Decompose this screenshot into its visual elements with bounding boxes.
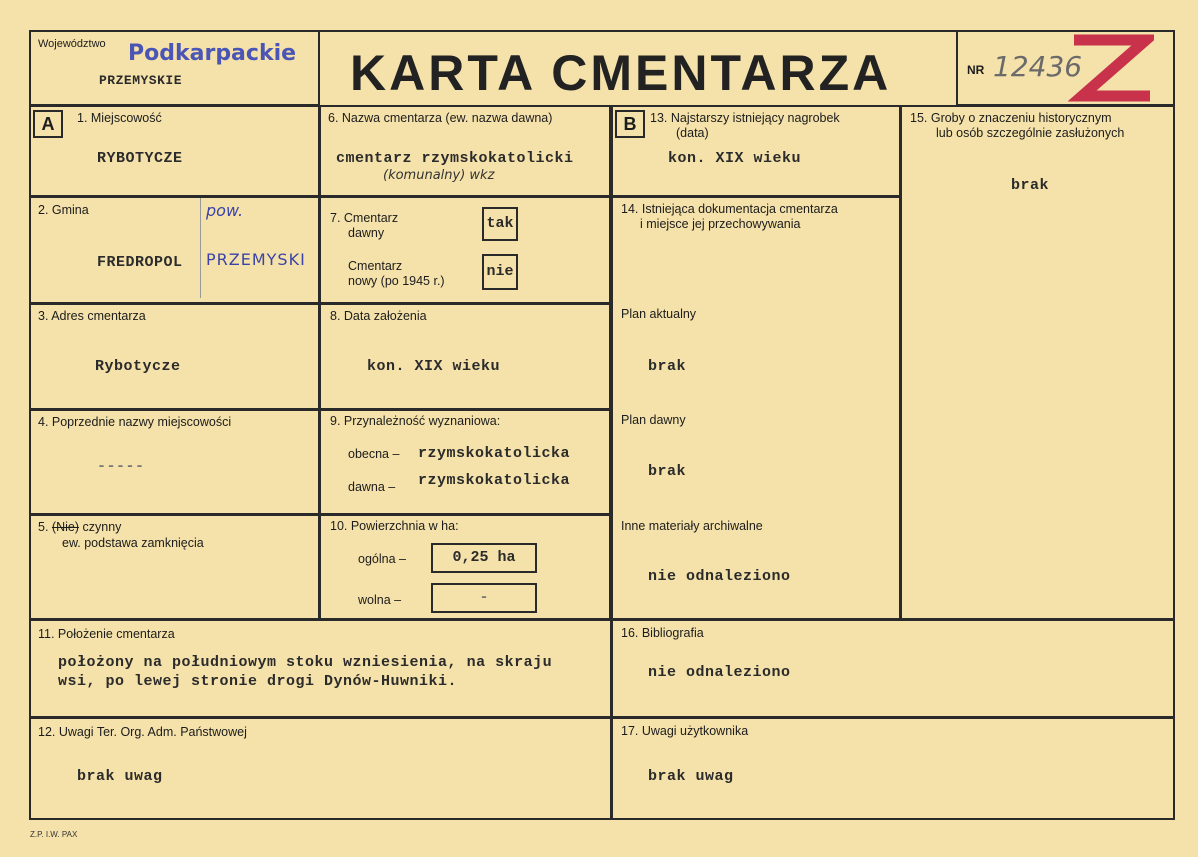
field-6-label: 6. Nazwa cmentarza (ew. nazwa dawna) — [328, 111, 553, 125]
wojewodztwo-label: Województwo — [38, 38, 106, 50]
field-2-value: FREDROPOL — [97, 254, 183, 271]
field-17-value: brak uwag — [648, 768, 734, 785]
field-9-obecna-value: rzymskokatolicka — [418, 445, 571, 462]
field-3-label: 3. Adres cmentarza — [38, 309, 146, 323]
field-13-label-line1: 13. Najstarszy istniejący nagrobek — [650, 111, 840, 125]
field-12-value: brak uwag — [77, 768, 163, 785]
field-13-value: kon. XIX wieku — [668, 150, 802, 167]
field-5-label-line2: ew. podstawa zamknięcia — [62, 536, 204, 550]
field-14-label-line1: 14. Istniejąca dokumentacja cmentarza — [621, 202, 838, 216]
section-a-badge: A — [33, 110, 63, 138]
field-10-ogolna-value: 0,25 ha — [431, 543, 537, 573]
field-7-nowy-value: nie — [482, 254, 518, 290]
field-9-label: 9. Przynależność wyznaniowa: — [330, 414, 501, 428]
field-7-dawny-value: tak — [482, 207, 518, 241]
field-3-value: Rybotycze — [95, 358, 181, 375]
section-b-badge: B — [615, 110, 645, 138]
field-5-rest: czynny — [79, 520, 122, 534]
plan-aktualny-value: brak — [648, 358, 687, 375]
field-2-label: 2. Gmina — [38, 203, 89, 217]
field-5-label — [38, 520, 121, 535]
field-11-label: 11. Położenie cmentarza — [38, 627, 175, 641]
field-1-label: 1. Miejscowość — [77, 111, 162, 125]
field-6-hand: (komunalny) wkz — [383, 168, 495, 183]
inne-value: nie odnaleziono — [648, 568, 791, 585]
field-10-ogolna-label: ogólna – — [358, 552, 406, 566]
field-15-label-line2: lub osób szczególnie zasłużonych — [936, 126, 1125, 140]
field-9-dawna-value: rzymskokatolicka — [418, 472, 571, 489]
wojewodztwo-old: PRZEMYSKIE — [99, 73, 183, 88]
field-10-wolna-label: wolna – — [358, 593, 402, 607]
field-8-label: 8. Data założenia — [330, 309, 427, 323]
field-5-num: 5. — [38, 520, 49, 534]
field-15-value: brak — [1011, 177, 1050, 194]
field-9-obecna-label: obecna – — [348, 447, 400, 461]
field-5-strike: (Nie) — [51, 520, 80, 534]
field-7-label-a: 7. Cmentarz — [330, 211, 399, 225]
field-15-label-line1: 15. Groby o znaczeniu historycznym — [910, 111, 1112, 125]
field-11-value-line1: położony na południowym stoku wzniesienia, na skraju — [58, 654, 553, 671]
field-16-value: nie odnaleziono — [648, 664, 791, 681]
field-14-box — [611, 196, 901, 620]
field-2-hand-top: pow. — [206, 201, 244, 220]
field-4-value: ----- — [97, 458, 145, 475]
plan-dawny-value: brak — [648, 463, 687, 480]
plan-dawny-label: Plan dawny — [621, 413, 686, 427]
field-13-label-line2: (data) — [676, 126, 709, 140]
field-1-value: RYBOTYCZE — [97, 150, 183, 167]
field-7-label-b: dawny — [348, 226, 385, 240]
field-8-value: kon. XIX wieku — [367, 358, 501, 375]
field-16-label: 16. Bibliografia — [621, 626, 704, 640]
field-10-label: 10. Powierzchnia w ha: — [330, 519, 459, 533]
wojewodztwo-value: Podkarpackie — [128, 41, 297, 66]
field-7-label-d: nowy (po 1945 r.) — [348, 274, 445, 288]
page-title: KARTA CMENTARZA — [350, 45, 892, 101]
field-10-wolna-value: - — [431, 583, 537, 613]
field-12-label: 12. Uwagi Ter. Org. Adm. Państwowej — [38, 725, 247, 739]
footer-printer: Z.P. I.W. PAX — [30, 830, 78, 839]
nr-value: 12436 — [993, 50, 1083, 83]
plan-aktualny-label: Plan aktualny — [621, 307, 697, 321]
inne-label: Inne materiały archiwalne — [621, 519, 763, 533]
field-9-dawna-label: dawna – — [348, 480, 396, 494]
field-14-label-line2: i miejsce jej przechowywania — [640, 217, 801, 231]
field-2-divider — [200, 198, 201, 298]
stamp-z-icon — [1068, 30, 1154, 108]
field-4-label: 4. Poprzednie nazwy miejscowości — [38, 415, 232, 429]
field-2-hand-value: PRZEMYSKI — [206, 250, 306, 269]
nr-label: NR — [967, 63, 985, 77]
field-6-value: cmentarz rzymskokatolicki — [336, 150, 574, 167]
field-11-value-line2: wsi, po lewej stronie drogi Dynów-Huwniki. — [58, 673, 458, 690]
field-7-label-c: Cmentarz — [348, 259, 403, 273]
field-17-label: 17. Uwagi użytkownika — [621, 724, 749, 738]
